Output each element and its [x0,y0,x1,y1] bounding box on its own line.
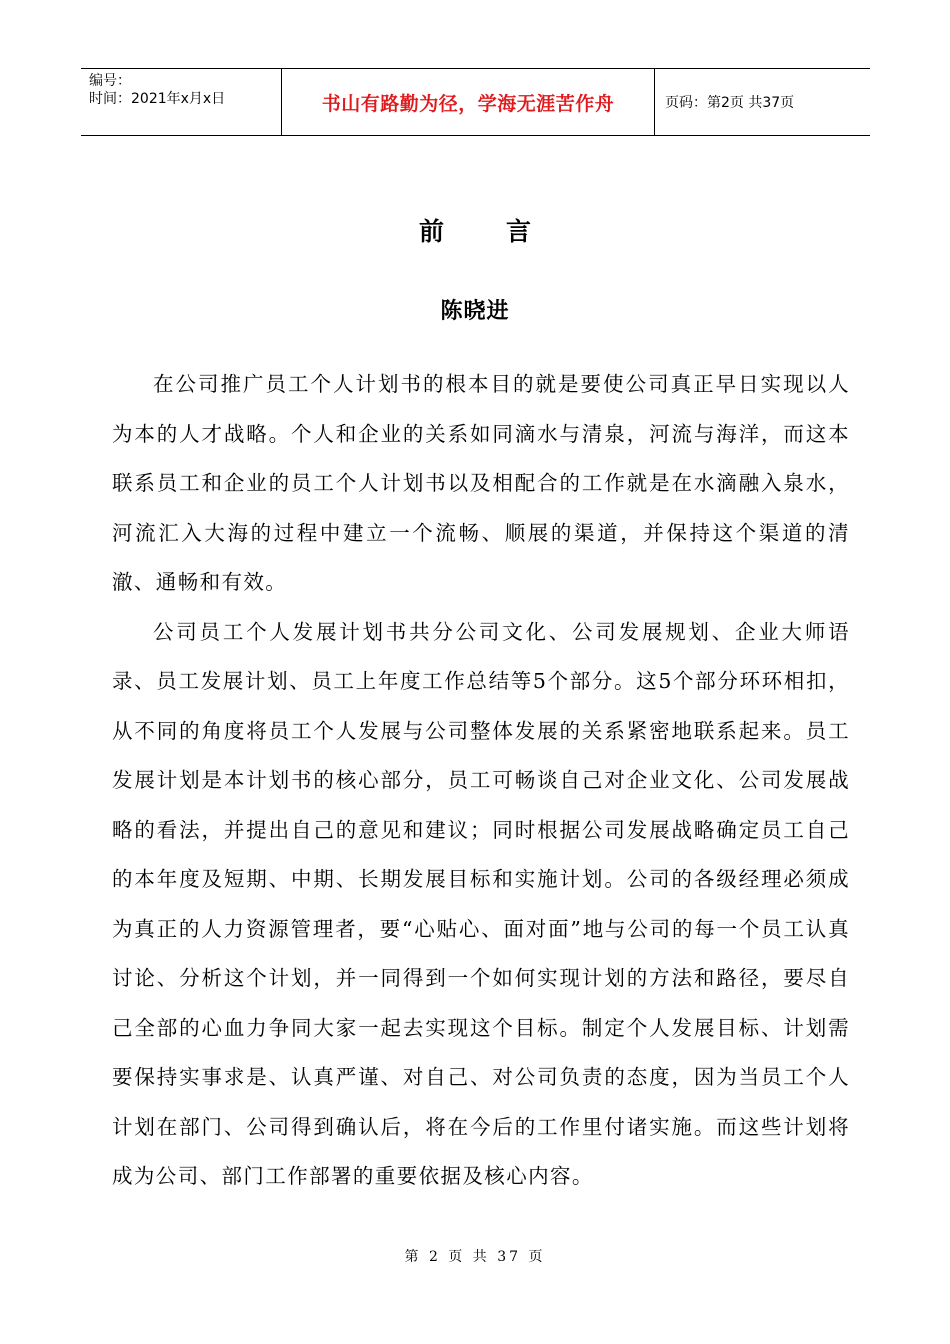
header-motto: 书山有路勤为径，学海无涯苦作舟 [282,69,655,135]
page-header [81,68,870,136]
document-date: 时间：2021年x月x日 [89,91,226,107]
header-meta-cell [81,69,282,135]
body-paragraph: 在公司推广员工个人计划书的根本目的就是要使公司真正早日实现以人为本的人才战略。个人和企业的关系如同滴水与清泉，河流与海洋，而这本联系员工和企业的员工个人计划书以及相配合的工作就是在水滴融入泉水，河流汇入大海的过程中建立一个流畅、顺展的渠道，并保持这个渠道的清澈、通畅和有效。 [112,372,850,594]
body-paragraph: 公司员工个人发展计划书共分公司文化、公司发展规划、企业大师语录、员工发展计划、员工上年度工作总结等5个部分。这5个部分环环相扣，从不同的角度将员工个人发展与公司整体发展的关系紧密地联系起来。员工发展计划是本计划书的核心部分，员工可畅谈自己对企业文化、公司发展战略的看法，并提出自己的意见和建议；同时根据公司发展战略确定员工自己的本年度及短期、中期、长期发展目标和实施计划。公司的各级经理必须成为真正的人力资源管理者，要“心贴心、面对面”地与公司的每一个员工认真讨论、分析这个计划，并一同得到一个如何实现计划的方法和路径，要尽自己全部的心血力争同大家一起去实现这个目标。制定个人发展目标、计划需要保持实事求是、认真严谨、对自己、对公司负责的态度，因为当员工个人计划在部门、公司得到确认后，将在今后的工作里付诸实施。而这些计划将成为公司、部门工作部署的重要依据及核心内容。 [112,619,850,1188]
document-author: 陈晓进 [440,299,510,324]
document-title: 前言 [418,217,593,246]
document-body [112,360,850,1202]
document-number-label: 编号： [89,73,131,89]
header-page-info: 页码：第2页 共37页 [665,95,795,111]
page-footer: 第 2 页 共 37 页 [404,1249,546,1265]
